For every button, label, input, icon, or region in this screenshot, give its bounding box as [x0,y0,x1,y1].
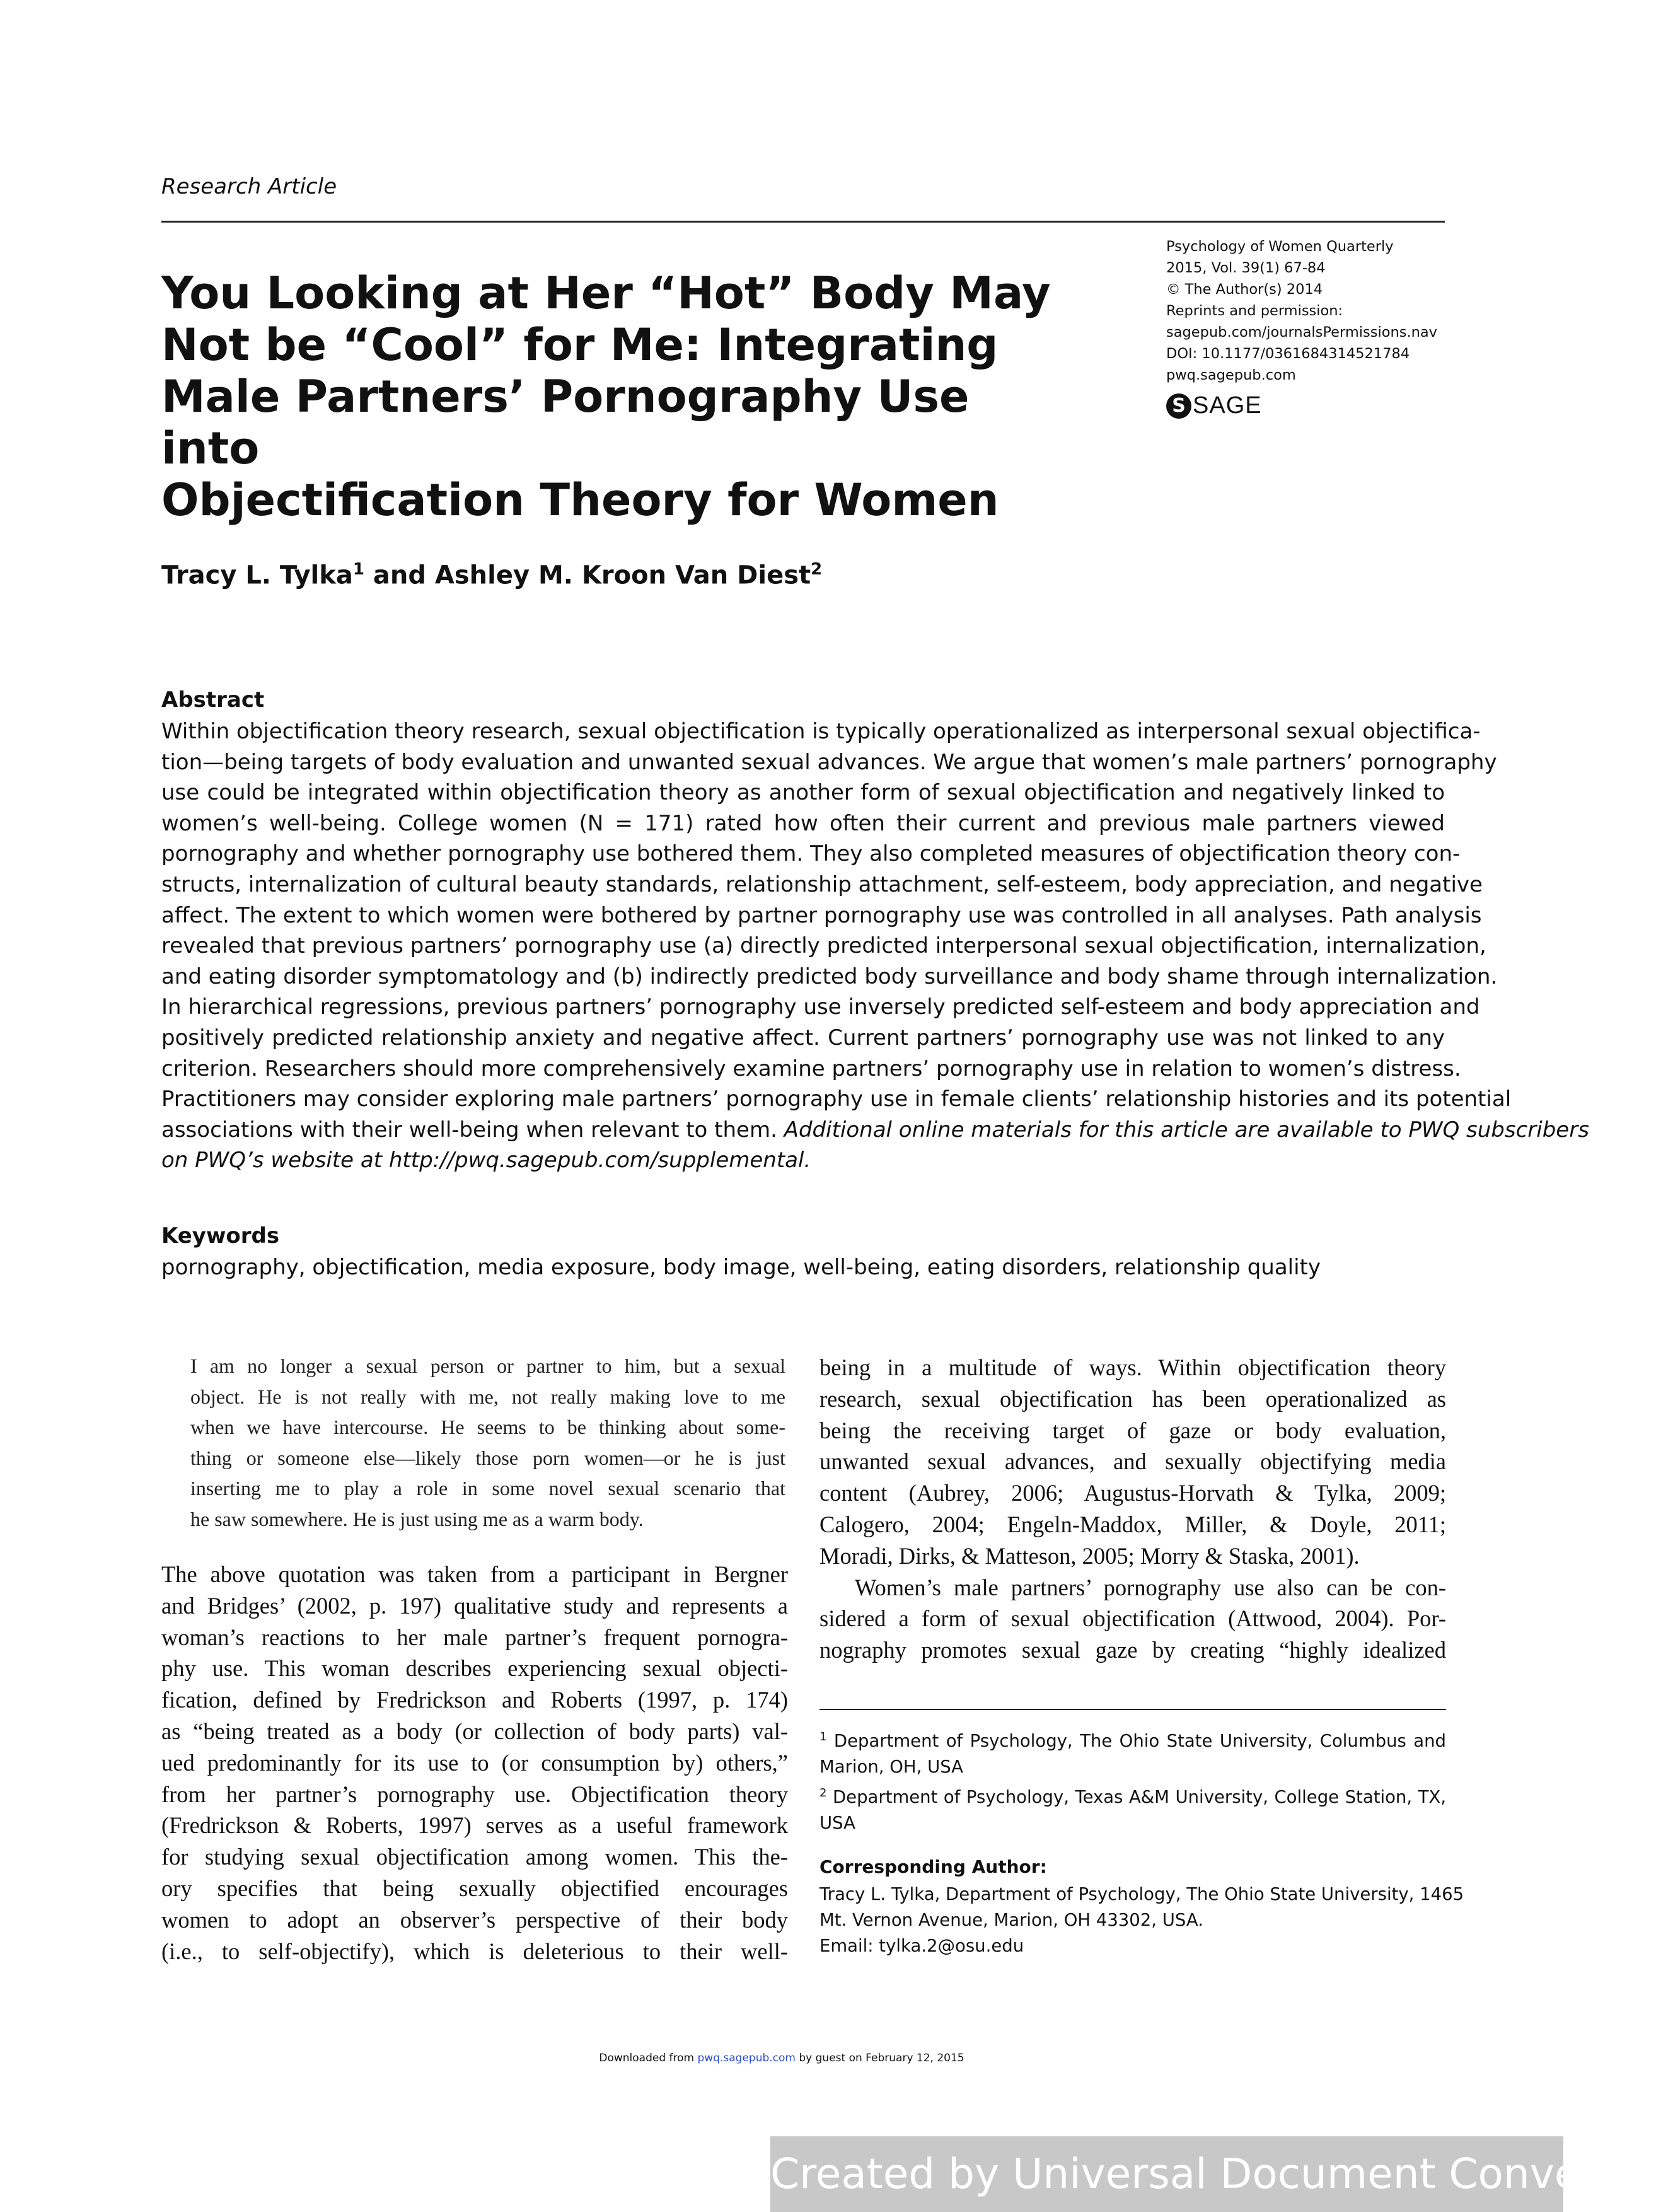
article-title [161,267,1082,526]
sage-logo-text: SAGE [1193,392,1262,419]
abstract-line: and eating disorder symptomatology and (b) indirectly predicted body surveillance and body shame through internalization. [161,963,1498,989]
title-line: Objectification Theory for Women [161,474,999,526]
corresponding-author-line: Mt. Vernon Avenue, Marion, OH 43302, USA. [819,1910,1203,1930]
body-line: being in a multitude of ways. Within objectification theory [819,1354,1446,1380]
epigraph-line: thing or someone else—likely those porn women—or he is just [190,1446,785,1469]
body-line: for studying sexual objectification among women. This the- [161,1844,788,1870]
abstract-line: positively predicted relationship anxiety and negative affect. Current partners’ pornography use was not linked to any [161,1025,1445,1051]
body-line: fication, defined by Fredrickson and Roberts (1997, p. 174) [161,1687,788,1713]
body-line: from her partner’s pornography use. Objectification theory [161,1781,788,1807]
journal-site-link[interactable]: pwq.sagepub.com [1166,367,1296,383]
body-line: ued predominantly for its use to (or consumption by) others,” [161,1749,788,1776]
abstract-line: criterion. Researchers should more comprehensively examine partners’ pornography use in relation to women’s distress. [161,1056,1461,1081]
body-line: women to adopt an observer’s perspective of their body [161,1906,788,1933]
section-label: Research Article [161,174,337,199]
header-rule [161,221,1445,223]
copyright-line: © The Author(s) 2014 [1166,281,1323,298]
abstract-line: Within objectification theory research, sexual objectification is typically operationalized as interpersonal sexual objectifica- [161,719,1481,744]
abstract-supplement-link: on PWQ’s website at http://pwq.sagepub.com/supplemental. [161,1148,811,1173]
abstract-line: use could be integrated within objectification theory as another form of sexual objectification and negatively linked to [161,780,1445,806]
abstract-heading: Abstract [161,687,265,713]
sage-logo [1166,392,1262,419]
body-line: Women’s male partners’ pornography use also can be con- [855,1574,1446,1600]
body-line: and Bridges’ (2002, p. 197) qualitative study and represents a [161,1592,788,1619]
body-line: (i.e., to self-objectify), which is deleterious to their well- [161,1938,788,1964]
footnote-line [819,1724,1446,1754]
author-line [161,560,822,590]
body-line: unwanted sexual advances, and sexually objectifying media [819,1448,1446,1475]
footnote-line: Marion, OH, USA [819,1757,963,1778]
abstract-line: pornography and whether pornography use bothered them. They also completed measures of objectification theory con- [161,841,1461,867]
epigraph-line: inserting me to play a role in some novel sexual scenario that [190,1477,785,1499]
body-line: The above quotation was taken from a participant in Bergner [161,1561,788,1587]
converter-watermark: Created by Universal Document Converter [770,2136,1563,2212]
epigraph-line: object. He is not really with me, not really making love to me [190,1385,785,1408]
abstract-body [161,716,1589,1176]
title-line: Not be “Cool” for Me: Integrating [161,319,999,371]
body-line: woman’s reactions to her male partner’s frequent pornogra- [161,1624,788,1650]
corresponding-author-heading: Corresponding Author: [819,1856,1047,1877]
footnote-text: Department of Psychology, The Ohio State University, Columbus and [833,1731,1446,1752]
author-connector: and [364,561,435,590]
corresponding-author-line: Tracy L. Tylka, Department of Psychology, The Ohio State University, 1465 [819,1884,1464,1904]
body-line: ory specifies that being sexually objectified encourages [161,1875,788,1901]
body-column-right [819,1352,1446,1666]
reprints-line: Reprints and permission: [1166,303,1343,319]
body-line: nography promotes sexual gaze by creating “highly idealized [819,1637,1446,1663]
body-line: content (Aubrey, 2006; Augustus-Horvath & Tylka, 2009; [819,1480,1446,1506]
footnote-rule [819,1709,1446,1710]
download-source-link[interactable]: pwq.sagepub.com [697,2052,796,2064]
author-name: Ashley M. Kroon Van Diest [434,561,811,590]
abstract-line: revealed that previous partners’ pornography use (a) directly predicted interpersonal sexual objectification, internalization, [161,933,1486,959]
abstract-supplement-note [161,1145,1445,1176]
footnote-line: USA [819,1813,855,1834]
abstract-supplement-note: Additional online materials for this article are available to PWQ subscribers [777,1117,1589,1143]
epigraph-quote [190,1351,785,1534]
abstract-line: Practitioners may consider exploring male partners’ pornography use in female clients’ relationship histories and its potential [161,1086,1512,1112]
journal-name: Psychology of Women Quarterly [1166,238,1394,255]
body-line: research, sexual objectification has been operationalized as [819,1385,1446,1412]
keywords-heading: Keywords [161,1223,280,1249]
footnote-text: Department of Psychology, Texas A&M University, College Station, TX, [832,1787,1447,1808]
epigraph-line: I am no longer a sexual person or partner to him, but a sexual [190,1354,785,1377]
footnote-marker: 2 [819,1786,827,1800]
affiliation-footnotes [819,1724,1446,1836]
corresponding-author-email[interactable]: Email: tylka.2@osu.edu [819,1936,1024,1956]
affiliation-marker: 2 [811,560,823,579]
abstract-line-text: associations with their well-being when relevant to them. [161,1117,777,1143]
body-column-left [161,1559,788,1967]
download-prefix: Downloaded from [599,2052,698,2064]
abstract-line [161,1115,1589,1146]
footnote-marker: 1 [819,1730,827,1743]
permissions-link[interactable]: sagepub.com/journalsPermissions.nav [1166,324,1437,341]
epigraph-line: he saw somewhere. He is just using me as a warm body. [190,1507,644,1530]
epigraph-line: when we have intercourse. He seems to be thinking about some- [190,1416,785,1438]
abstract-line: tion—being targets of body evaluation and unwanted sexual advances. We argue that women’s male partners’ pornography [161,749,1497,775]
abstract-line: In hierarchical regressions, previous partners’ pornography use inversely predicted self-esteem and body appreciation and [161,994,1480,1020]
body-line: Moradi, Dirks, & Matteson, 2005; Morry & Staska, 2001). [819,1542,1360,1569]
keywords-list: pornography, objectification, media exposure, body image, well-being, eating disorders, relationship quality [161,1255,1321,1280]
affiliation-marker: 1 [352,560,364,579]
body-line: Calogero, 2004; Engeln-Maddox, Miller, & Doyle, 2011; [819,1511,1446,1537]
body-line: sidered a form of sexual objectification (Attwood, 2004). Por- [819,1605,1446,1632]
sage-logo-icon: S [1166,393,1191,419]
doi-line: DOI: 10.1177/0361684314521784 [1166,346,1410,362]
body-line: phy use. This woman describes experiencing sexual objecti- [161,1655,788,1682]
download-suffix: by guest on February 12, 2015 [795,2052,964,2064]
journal-meta [1166,236,1444,386]
download-notice [0,2052,1563,2064]
title-line: Male Partners’ Pornography Use into [161,371,970,474]
body-line: as “being treated as a body (or collection of body parts) val- [161,1718,788,1744]
abstract-line: structs, internalization of cultural beauty standards, relationship attachment, self-esteem, body appreciation, and negative [161,871,1483,897]
footnote-line [819,1780,1446,1810]
abstract-line: affect. The extent to which women were bothered by partner pornography use was controlled in all analyses. Path analysis [161,902,1482,928]
body-line: being the receiving target of gaze or body evaluation, [819,1417,1446,1443]
journal-volume: 2015, Vol. 39(1) 67-84 [1166,260,1326,276]
title-line: You Looking at Her “Hot” Body May [161,267,1051,319]
author-name: Tracy L. Tylka [161,561,353,590]
body-line: (Fredrickson & Roberts, 1997) serves as a useful framework [161,1812,788,1839]
corresponding-author-details [819,1882,1464,1959]
abstract-line: women’s well-being. College women (N = 171) rated how often their current and previous male partners viewed [161,810,1445,836]
